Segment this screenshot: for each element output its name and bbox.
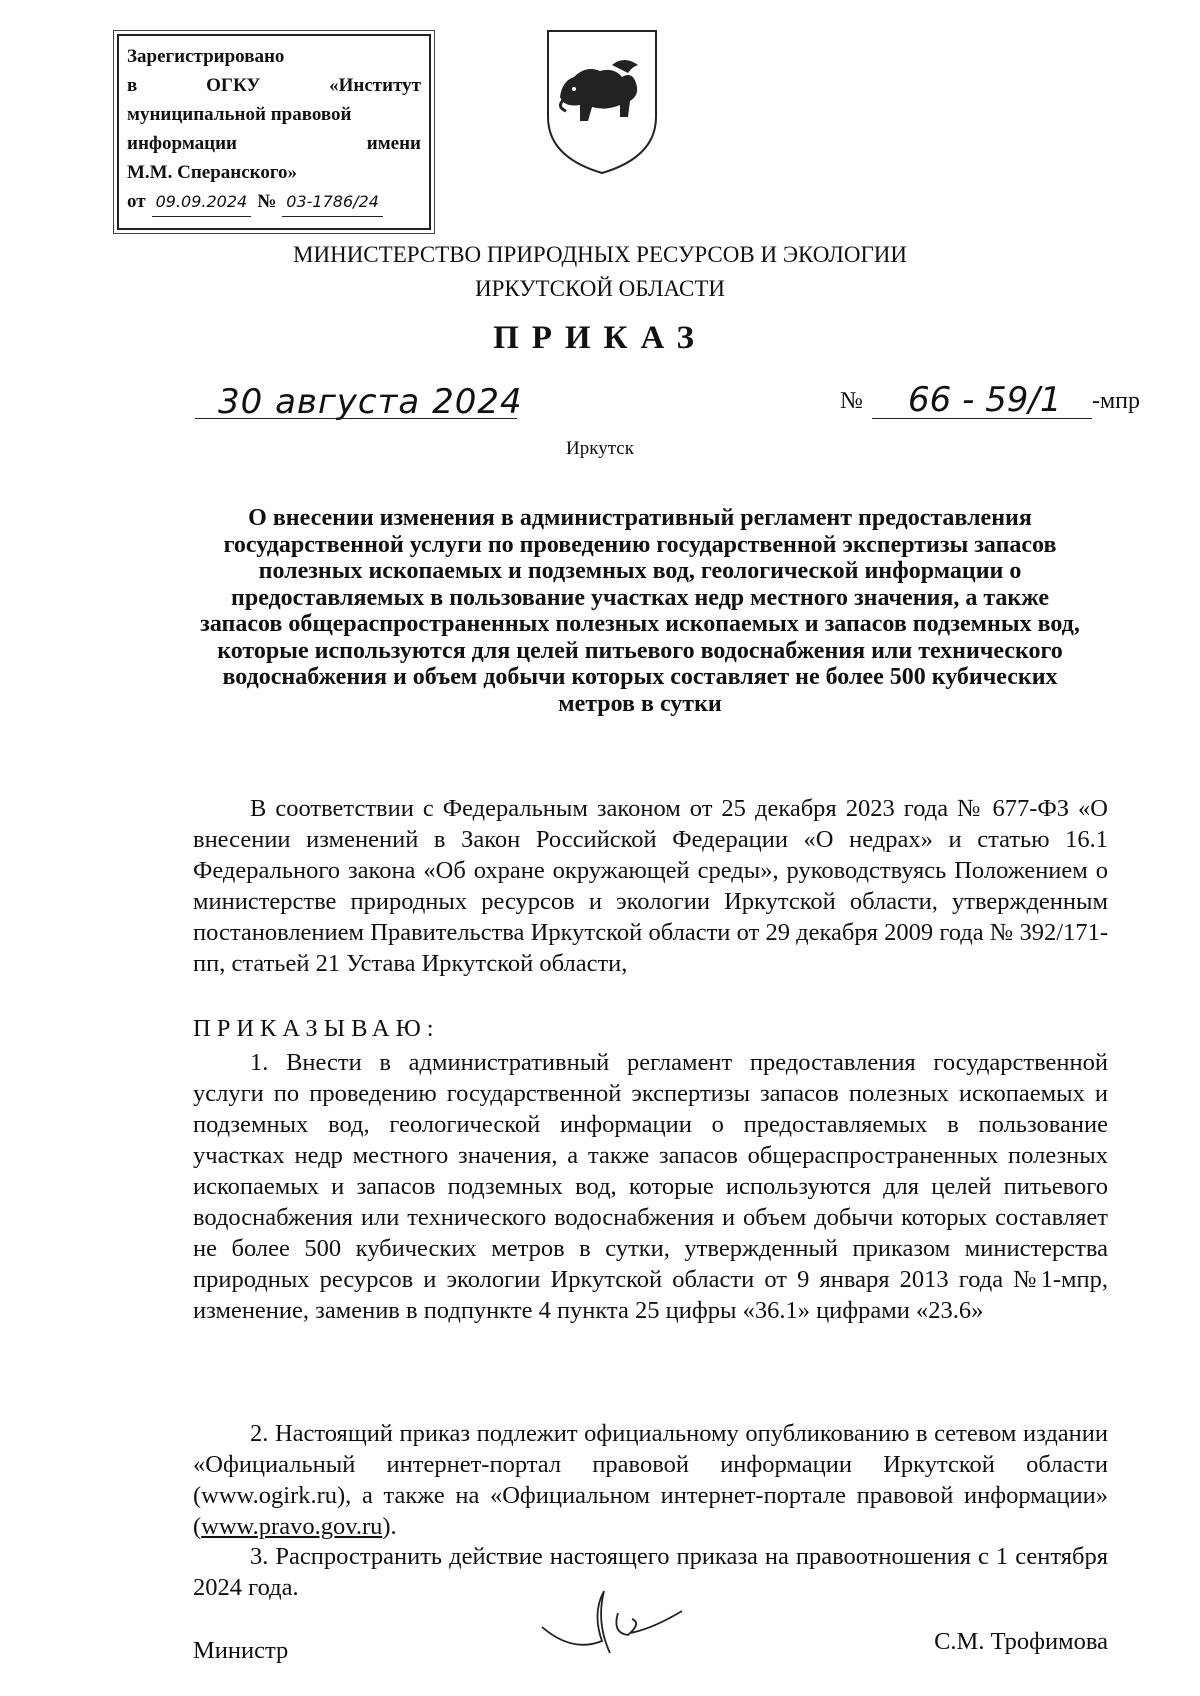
stamp-text: М.М. Сперанского» [127,162,298,183]
order-item-2-text: 2. Настоящий приказ подлежит официальному опубликованию в сетевом издании «Официальный интернет-портал правовой информации Иркутской области (www.ogirk.ru), а также на «Официальном интернет-портале правовой информации» ( [193,1420,1108,1540]
stamp-text: от [127,191,146,212]
coat-of-arms-icon [540,25,664,177]
city: Иркутск [566,438,634,459]
document-subject: О внесении изменения в административный регламент предоставления государственной услуги по проведению государственной экспертизы запасов полезных ископаемых и подземных вод, геологической информации о предоставляемых в пользование участках недр местного значения, а также запасов общераспространенных полезных ископаемых и запасов подземных вод, которые используются для целей питьевого водоснабжения или технического водоснабжения и объем добычи которых составляет не более 500 кубических метров в сутки [200,505,1080,717]
document-type: ПРИКАЗ [493,320,707,356]
stamp-line [127,158,421,187]
order-word: ПРИКАЗЫВАЮ: [193,1015,440,1042]
number-suffix: -мпр [1092,388,1141,414]
order-item-2 [193,1418,1108,1542]
date-underline [195,418,517,419]
stamp-handwritten-number: 03-1786/24 [282,187,383,217]
number-underline [872,418,1092,419]
order-item-1: 1. Внести в административный регламент предоставления государственной услуги по проведению государственной экспертизы запасов полезных ископаемых и подземных вод, геологической информации о предоставляемых в пользование участках недр местного значения, а также запасов общераспространенных полезных ископаемых и запасов подземных вод, которые используются для целей питьевого водоснабжения или технического водоснабжения и объем добычи которых составляет не более 500 кубических метров в сутки, утвержденный приказом министерства природных ресурсов и экологии Иркутской области от 9 января 2013 года №1-мпр, изменение, заменив в подпункте 4 пункта 25 цифры «36.1» цифрами «23.6» [193,1049,1108,1324]
ministry-name: МИНИСТЕРСТВО ПРИРОДНЫХ РЕСУРСОВ И ЭКОЛОГИИ [293,242,907,267]
registration-stamp [117,34,431,230]
stamp-line [127,187,421,217]
stamp-text: муниципальной правовой [127,104,352,125]
stamp-line [127,71,421,100]
stamp-handwritten-date: 09.09.2024 [152,187,252,217]
preamble-paragraph: В соответствии с Федеральным законом от 25 декабря 2023 года № 677-ФЗ «О внесении изменений в Закон Российской Федерации «О недрах» и статью 16.1 Федерального закона «Об охране окружающей среды», руководствуясь Положением о министерстве природных ресурсов и экологии Иркутской области, утвержденным постановлением Правительства Иркутской области от 29 декабря 2009 года № 392/171-пп, статьей 21 Устава Иркутской области, [193,795,1108,977]
stamp-text: в [127,75,138,96]
stamp-text: информации [127,133,237,154]
stamp-line [127,100,421,129]
ministry-region: ИРКУТСКОЙ ОБЛАСТИ [474,276,725,301]
order-item-3: 3. Распространить действие настоящего приказа на правоотношения с 1 сентября 2024 года. [193,1543,1108,1601]
stamp-text: «Институт [329,75,421,96]
stamp-text: Зарегистрировано [127,46,285,67]
order-item-2-end: ). [382,1513,397,1540]
order-number-handwritten: 66 - 59/1 [908,380,1062,420]
stamp-text: ОГКУ [206,75,261,96]
stamp-text: № [257,191,277,212]
signature-icon [532,1583,692,1661]
stamp-line [127,42,421,71]
stamp-line [127,129,421,158]
stamp-text: имени [366,133,421,154]
pravo-link[interactable]: www.pravo.gov.ru [201,1513,383,1540]
signatory-position: Министр [193,1637,289,1664]
number-sign: № [840,388,863,414]
signatory-name: С.М. Трофимова [934,1628,1108,1655]
order-date-handwritten: 30 августа 2024 [218,382,523,422]
